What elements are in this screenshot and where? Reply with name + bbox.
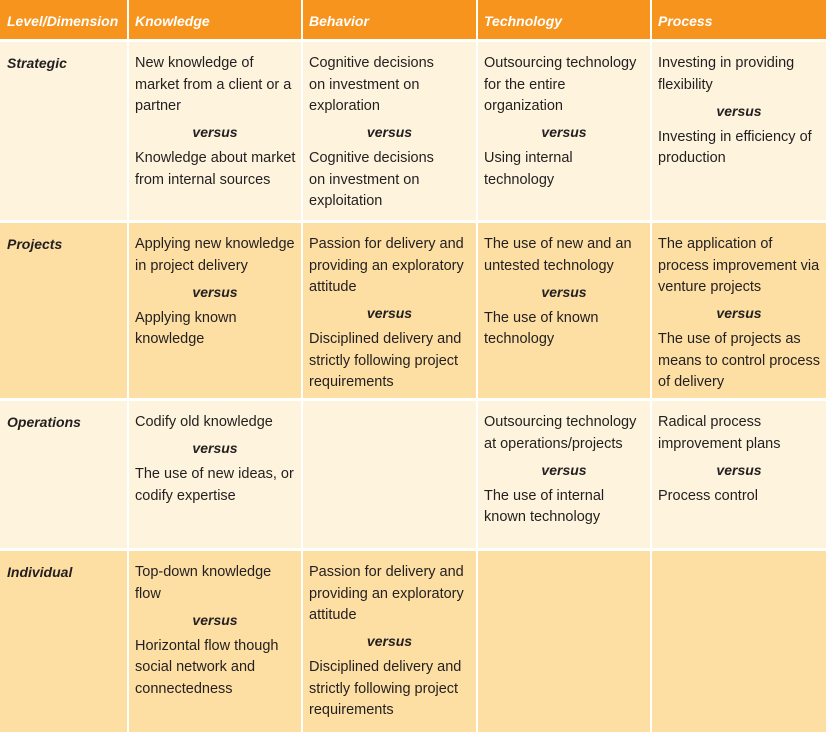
versus-label: versus (192, 611, 238, 628)
cell-individual-process-empty (652, 551, 826, 732)
versus-label: versus (716, 461, 762, 478)
cell-text-before: Passion for delivery and providing an exploratory attitude (309, 564, 464, 623)
cell-text-before: Investing in providing flexibility (658, 55, 795, 93)
cell-text-after: The use of known technology (484, 309, 599, 347)
column-header-process: Process (652, 0, 826, 39)
cell-text-before: The use of new and an untested technology (484, 236, 632, 274)
cell-strategic-behavior (303, 42, 476, 220)
cell-text-before: Radical process improvement plans (658, 414, 781, 452)
cell-text-after: Process control (658, 487, 758, 504)
versus-label: versus (716, 102, 762, 119)
versus-label: versus (716, 305, 762, 321)
cell-text-after: The use of internal known technology (484, 487, 605, 525)
cell-individual-behavior (303, 551, 476, 732)
column-header-behavior: Behavior (303, 0, 476, 39)
cell-projects-behavior (303, 223, 476, 398)
versus-label: versus (541, 283, 587, 300)
cell-text-after: Investing in efficiency of production (658, 128, 812, 166)
cell-text-before: Outsourcing technology at operations/projects (484, 414, 637, 452)
column-header-knowledge: Knowledge (129, 0, 301, 39)
cell-operations-behavior-empty (303, 401, 476, 548)
row-label-projects: Projects (0, 223, 127, 398)
cell-text-before: Outsourcing technology for the entire organization (484, 55, 637, 114)
versus-label: versus (192, 283, 238, 300)
cell-text-after: Disciplined delivery and strictly following project requirements (309, 659, 462, 718)
cell-projects-technology (478, 223, 650, 398)
versus-label: versus (366, 305, 413, 321)
versus-label: versus (192, 440, 238, 456)
cell-text-before: Applying new knowledge in project delivery (135, 236, 295, 274)
row-label-strategic: Strategic (0, 42, 127, 220)
cell-text-before: New knowledge of market from a client or a partner (135, 55, 292, 114)
versus-label: versus (541, 124, 587, 140)
cell-text-after: Disciplined delivery and strictly following project requirements (309, 331, 462, 390)
cell-text-before: The application of process improvement via venture projects (658, 236, 820, 295)
cell-projects-knowledge (129, 223, 301, 398)
cell-text-after: The use of projects as means to control process of delivery (658, 331, 820, 390)
cell-strategic-process (652, 42, 826, 220)
cell-strategic-knowledge (129, 42, 301, 220)
versus-label: versus (541, 461, 587, 478)
cell-text-after: Applying known knowledge (135, 309, 237, 347)
versus-label: versus (366, 633, 413, 649)
row-label-operations: Operations (0, 401, 127, 548)
cell-text-before: Codify old knowledge (135, 414, 273, 430)
cell-strategic-technology (478, 42, 650, 220)
cell-text-after: Knowledge about market from internal sources (135, 150, 296, 188)
cell-text-before: Passion for delivery and providing an exploratory attitude (309, 236, 464, 295)
cell-operations-knowledge (129, 401, 301, 548)
cell-text-after: The use of new ideas, or codify expertise (135, 466, 294, 504)
cell-text-before: Top-down knowledge flow (135, 564, 272, 602)
column-header-technology: Technology (478, 0, 650, 39)
cell-operations-process (652, 401, 826, 548)
column-header-level-dimension: Level/Dimension (0, 0, 127, 39)
cell-operations-technology (478, 401, 650, 548)
cell-individual-knowledge (129, 551, 301, 732)
versus-label: versus (192, 124, 238, 140)
cell-text-before: Cognitive decisions on investment on exploration (309, 55, 434, 114)
cell-projects-process (652, 223, 826, 398)
cell-text-after: Horizontal flow though social network and connectedness (135, 637, 279, 697)
versus-label: versus (366, 124, 413, 140)
row-label-individual: Individual (0, 551, 127, 732)
cell-individual-technology-empty (478, 551, 650, 732)
cell-text-after: Cognitive decisions on investment on exploitation (309, 150, 434, 209)
cell-text-after: Using internal technology (484, 150, 573, 188)
